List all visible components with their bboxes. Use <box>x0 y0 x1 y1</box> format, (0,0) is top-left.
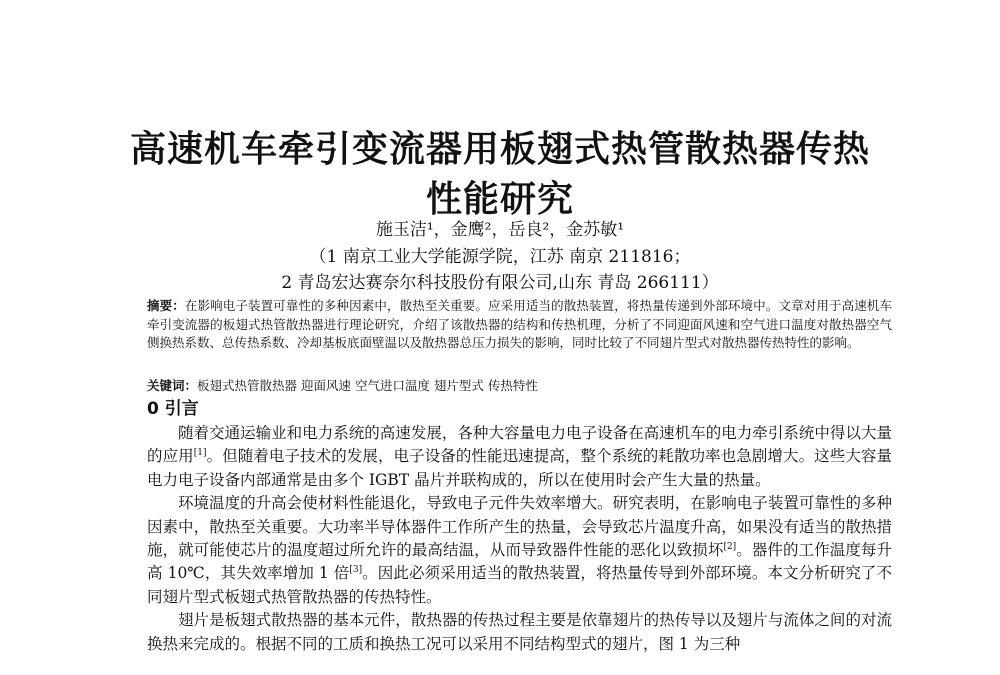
citation-ref: [2] <box>723 541 737 552</box>
paragraph-text: 。但随着电子技术的发展，电子设备的性能迅速提高，整个系统的耗散功率也急剧增大。这些大容量电力电子设备内部通常是由多个 IGBT 晶片并联构成的，所以在使用时会产生大量的热量。 <box>147 447 892 489</box>
body-text <box>147 422 892 656</box>
abstract <box>147 297 892 353</box>
affiliation-1: （1 南京工业大学能源学院，江苏 南京 211816； <box>309 247 691 267</box>
abstract-label: 摘要： <box>147 298 185 313</box>
paper-title: 高速机车牵引变流器用板翅式热管散热器传热性能研究 <box>129 129 870 220</box>
paragraph-1 <box>147 422 892 492</box>
paragraph-text: 随着交通运输业和电力系统的高速发展，各种大容量电力电子设备在高速机车的电力牵引系统中得以大量的应用 <box>147 424 892 466</box>
paragraph-3 <box>147 609 892 656</box>
paragraph-text: 翅片是板翅式散热器的基本元件，散热器的传热过程主要是依靠翅片的热传导以及翅片与流体之间的对流换热来完成的。根据不同的工质和换热工况可以采用不同结构型式的翅片，图 1 为三种 <box>147 611 892 653</box>
author-list: 施玉洁¹，金鹰²，岳良²，金苏敏¹ <box>375 220 625 240</box>
keywords-label: 关键词： <box>147 378 198 393</box>
abstract-text: 在影响电子装置可靠性的多种因素中，散热至关重要。应采用适当的散热装置，将热量传递到外部环境中。文章对用于高速机车牵引变流器的板翅式热管散热器进行理论研究，介绍了该散热器的结构和传热机理，分析了不同迎面风速和空气进口温度对散热器空气侧换热系数、总传热系数、冷却基板底面壁温以及散热器总压力损失的影响，同时比较了不同翅片型式对散热器传热特性的影响。 <box>147 298 892 350</box>
paragraph-text: 。器件的工作温度每升高 10℃，其失效率增加 1 倍 <box>147 541 892 583</box>
citation-ref: [3] <box>349 565 363 576</box>
keywords-text: 板翅式热管散热器 迎面风速 空气进口温度 翅片型式 传热特性 <box>197 378 538 393</box>
citation-ref: [1] <box>193 448 207 459</box>
keywords <box>147 377 892 395</box>
affiliation-2: 2 青岛宏达赛奈尔科技股份有限公司,山东 青岛 266111） <box>281 273 719 293</box>
paragraph-text: 。因此必须采用适当的散热装置，将热量传导到外部环境。本文分析研究了不同翅片型式板翅式热管散热器的传热特性。 <box>147 564 892 606</box>
paragraph-text: 环境温度的升高会使材料性能退化，导致电子元件失效率增大。研究表明，在影响电子装置可靠性的多种因素中，散热至关重要。大功率半导体器件工作所产生的热量，会导致芯片温度升高，如果没有适当的散热措施，就可能使芯片的温度超过所允许的最高结温，从而导致器件性能的恶化以致损坏 <box>147 494 892 560</box>
paragraph-2 <box>147 492 892 609</box>
section-heading: 0 引言 <box>147 399 199 419</box>
